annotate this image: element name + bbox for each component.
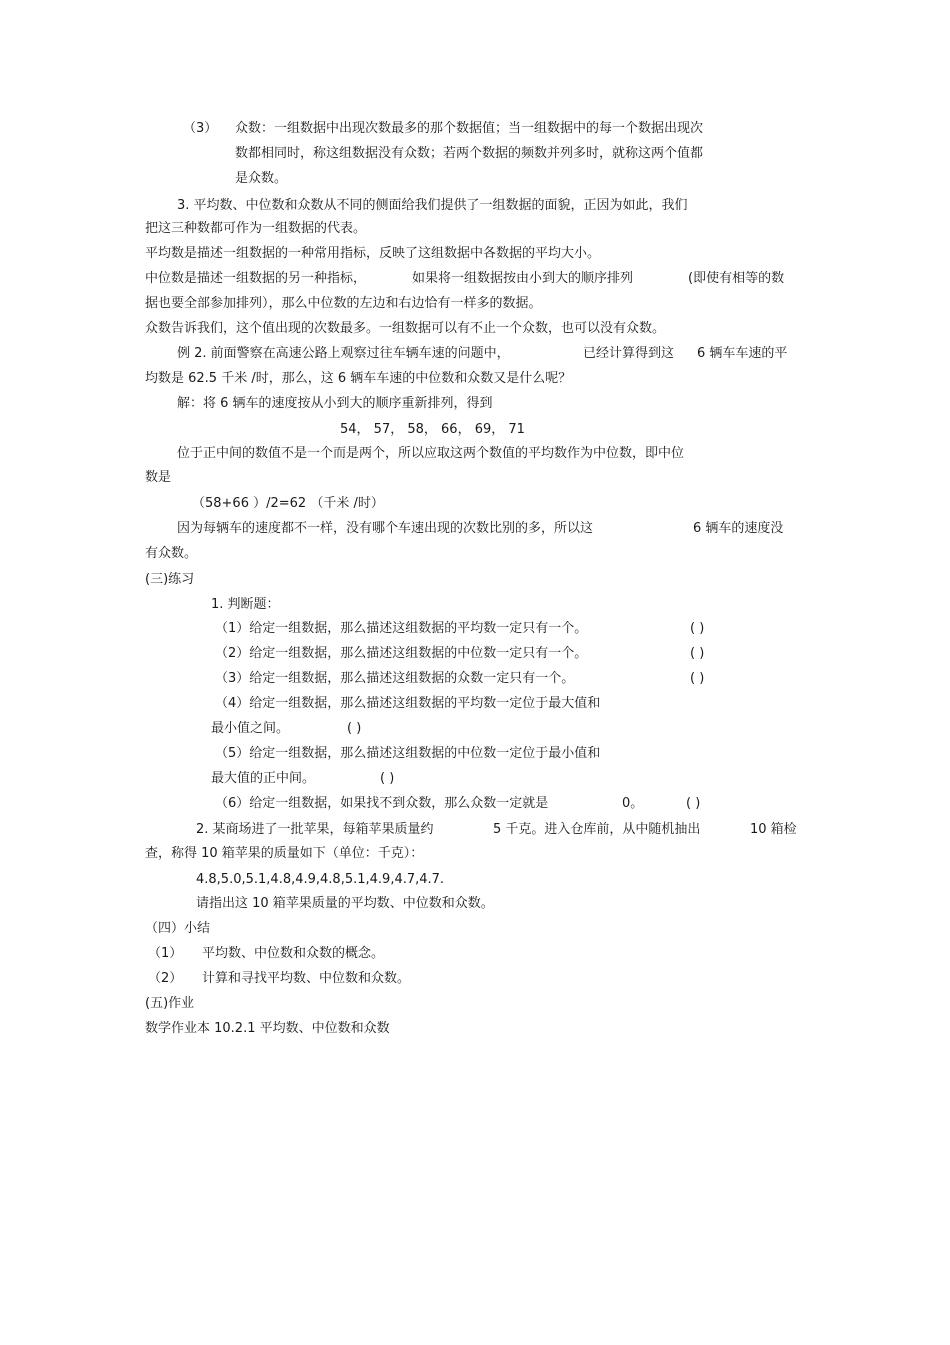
def3-line2: 数都相同时，称这组数据没有众数；若两个数据的频数并列多时，就称这两个值都 [235,146,704,161]
middle-explanation-2: 数是 [145,470,172,485]
point3-line2: 把这三种数都可作为一组数据的代表。 [145,221,367,236]
answer-paren-1: ( ) [690,621,705,636]
summary-item1: 平均数、中位数和众数的概念。 [202,946,385,961]
def3-line1: 众数：一组数据中出现次数最多的那个数据值；当一组数据中的每一个数据出现次 [235,121,704,136]
example2-line2: 均数是 62.5 千米 /时，那么，这 6 辆车车速的中位数和众数又是什么呢？ [145,371,572,386]
median-formula: （58+66 ）/2=62 （千米 /时） [192,496,384,511]
question-6a: （6）给定一组数据，如果找不到众数，那么众数一定就是 [215,796,549,811]
answer-paren-2: ( ) [690,646,705,661]
answer-paren-6: ( ) [686,796,701,811]
summary-item2-number: （2） [148,971,183,986]
mode-description: 众数告诉我们，这个值出现的次数最多。一组数据可以有不止一个众数，也可以没有众数。 [145,321,666,336]
middle-explanation-1: 位于正中间的数值不是一个而是两个，所以应取这两个数值的平均数作为中位数，即中位 [177,446,685,461]
summary-heading: （四）小结 [145,921,211,936]
homework-line: 数学作业本 10.2.1 平均数、中位数和众数 [145,1021,390,1036]
def3-line3: 是众数。 [235,171,288,186]
question-3: （3）给定一组数据，那么描述这组数据的众数一定只有一个。 [215,671,575,686]
point3-line1: 3. 平均数、中位数和众数从不同的侧面给我们提供了一组数据的面貌，正因为如此，我们 [177,198,688,213]
median-description-2: 据也要全部参加排列），那么中位数的左边和右边恰有一样多的数据。 [145,296,542,311]
answer-paren-5: ( ) [380,771,395,786]
example2-line1c: 6 辆车车速的平 [697,346,788,361]
median-description-b: 如果将一组数据按由小到大的顺序排列 [412,271,634,286]
answer-paren-4: ( ) [347,721,362,736]
def3-number: （3） [183,121,218,136]
apple-weights: 4.8,5.0,5.1,4.8,4.9,4.8,5.1,4.9,4.7,4.7. [196,872,445,887]
homework-heading: (五)作业 [145,996,195,1011]
solution-line: 解：将 6 辆车的速度按从小到大的顺序重新排列，得到 [177,396,493,411]
question-4b: 最小值之间。 [211,721,290,736]
judge-title: 1. 判断题： [211,597,280,612]
no-mode-line1a: 因为每辆车的速度都不一样，没有哪个车速出现的次数比别的多，所以这 [177,521,594,536]
example2-line1a: 例 2. 前面警察在高速公路上观察过往车辆车速的问题中， [177,346,510,361]
summary-item1-number: （1） [148,946,183,961]
question-1: （1）给定一组数据，那么描述这组数据的平均数一定只有一个。 [215,621,588,636]
no-mode-line1b: 6 辆车的速度没 [693,521,784,536]
apple-problem-line1c: 10 箱检 [750,822,797,837]
apple-question: 请指出这 10 箱苹果质量的平均数、中位数和众数。 [196,896,494,911]
question-5a: （5）给定一组数据，那么描述这组数据的中位数一定位于最小值和 [215,746,601,761]
answer-paren-3: ( ) [690,671,705,686]
question-6b: 0。 [622,796,644,811]
apple-problem-line2: 查，称得 10 箱苹果的质量如下（单位：千克）： [145,846,424,861]
median-description-a: 中位数是描述一组数据的另一种指标， [145,271,367,286]
question-4a: （4）给定一组数据，那么描述这组数据的平均数一定位于最大值和 [215,696,601,711]
mean-description: 平均数是描述一组数据的一种常用指标，反映了这组数据中各数据的平均大小。 [145,246,601,261]
sorted-speeds: 54， 57， 58， 66， 69， 71 [340,422,525,437]
no-mode-line2: 有众数。 [145,546,198,561]
apple-problem-line1a: 2. 某商场进了一批苹果，每箱苹果质量约 [196,822,434,837]
example2-line1b: 已经计算得到这 [583,346,675,361]
practice-heading: (三)练习 [145,572,195,587]
question-5b: 最大值的正中间。 [211,771,316,786]
summary-item2: 计算和寻找平均数、中位数和众数。 [202,971,411,986]
question-2: （2）给定一组数据，那么描述这组数据的中位数一定只有一个。 [215,646,588,661]
median-description-c: (即使有相等的数 [688,271,785,286]
apple-problem-line1b: 5 千克。进入仓库前，从中随机抽出 [493,822,701,837]
